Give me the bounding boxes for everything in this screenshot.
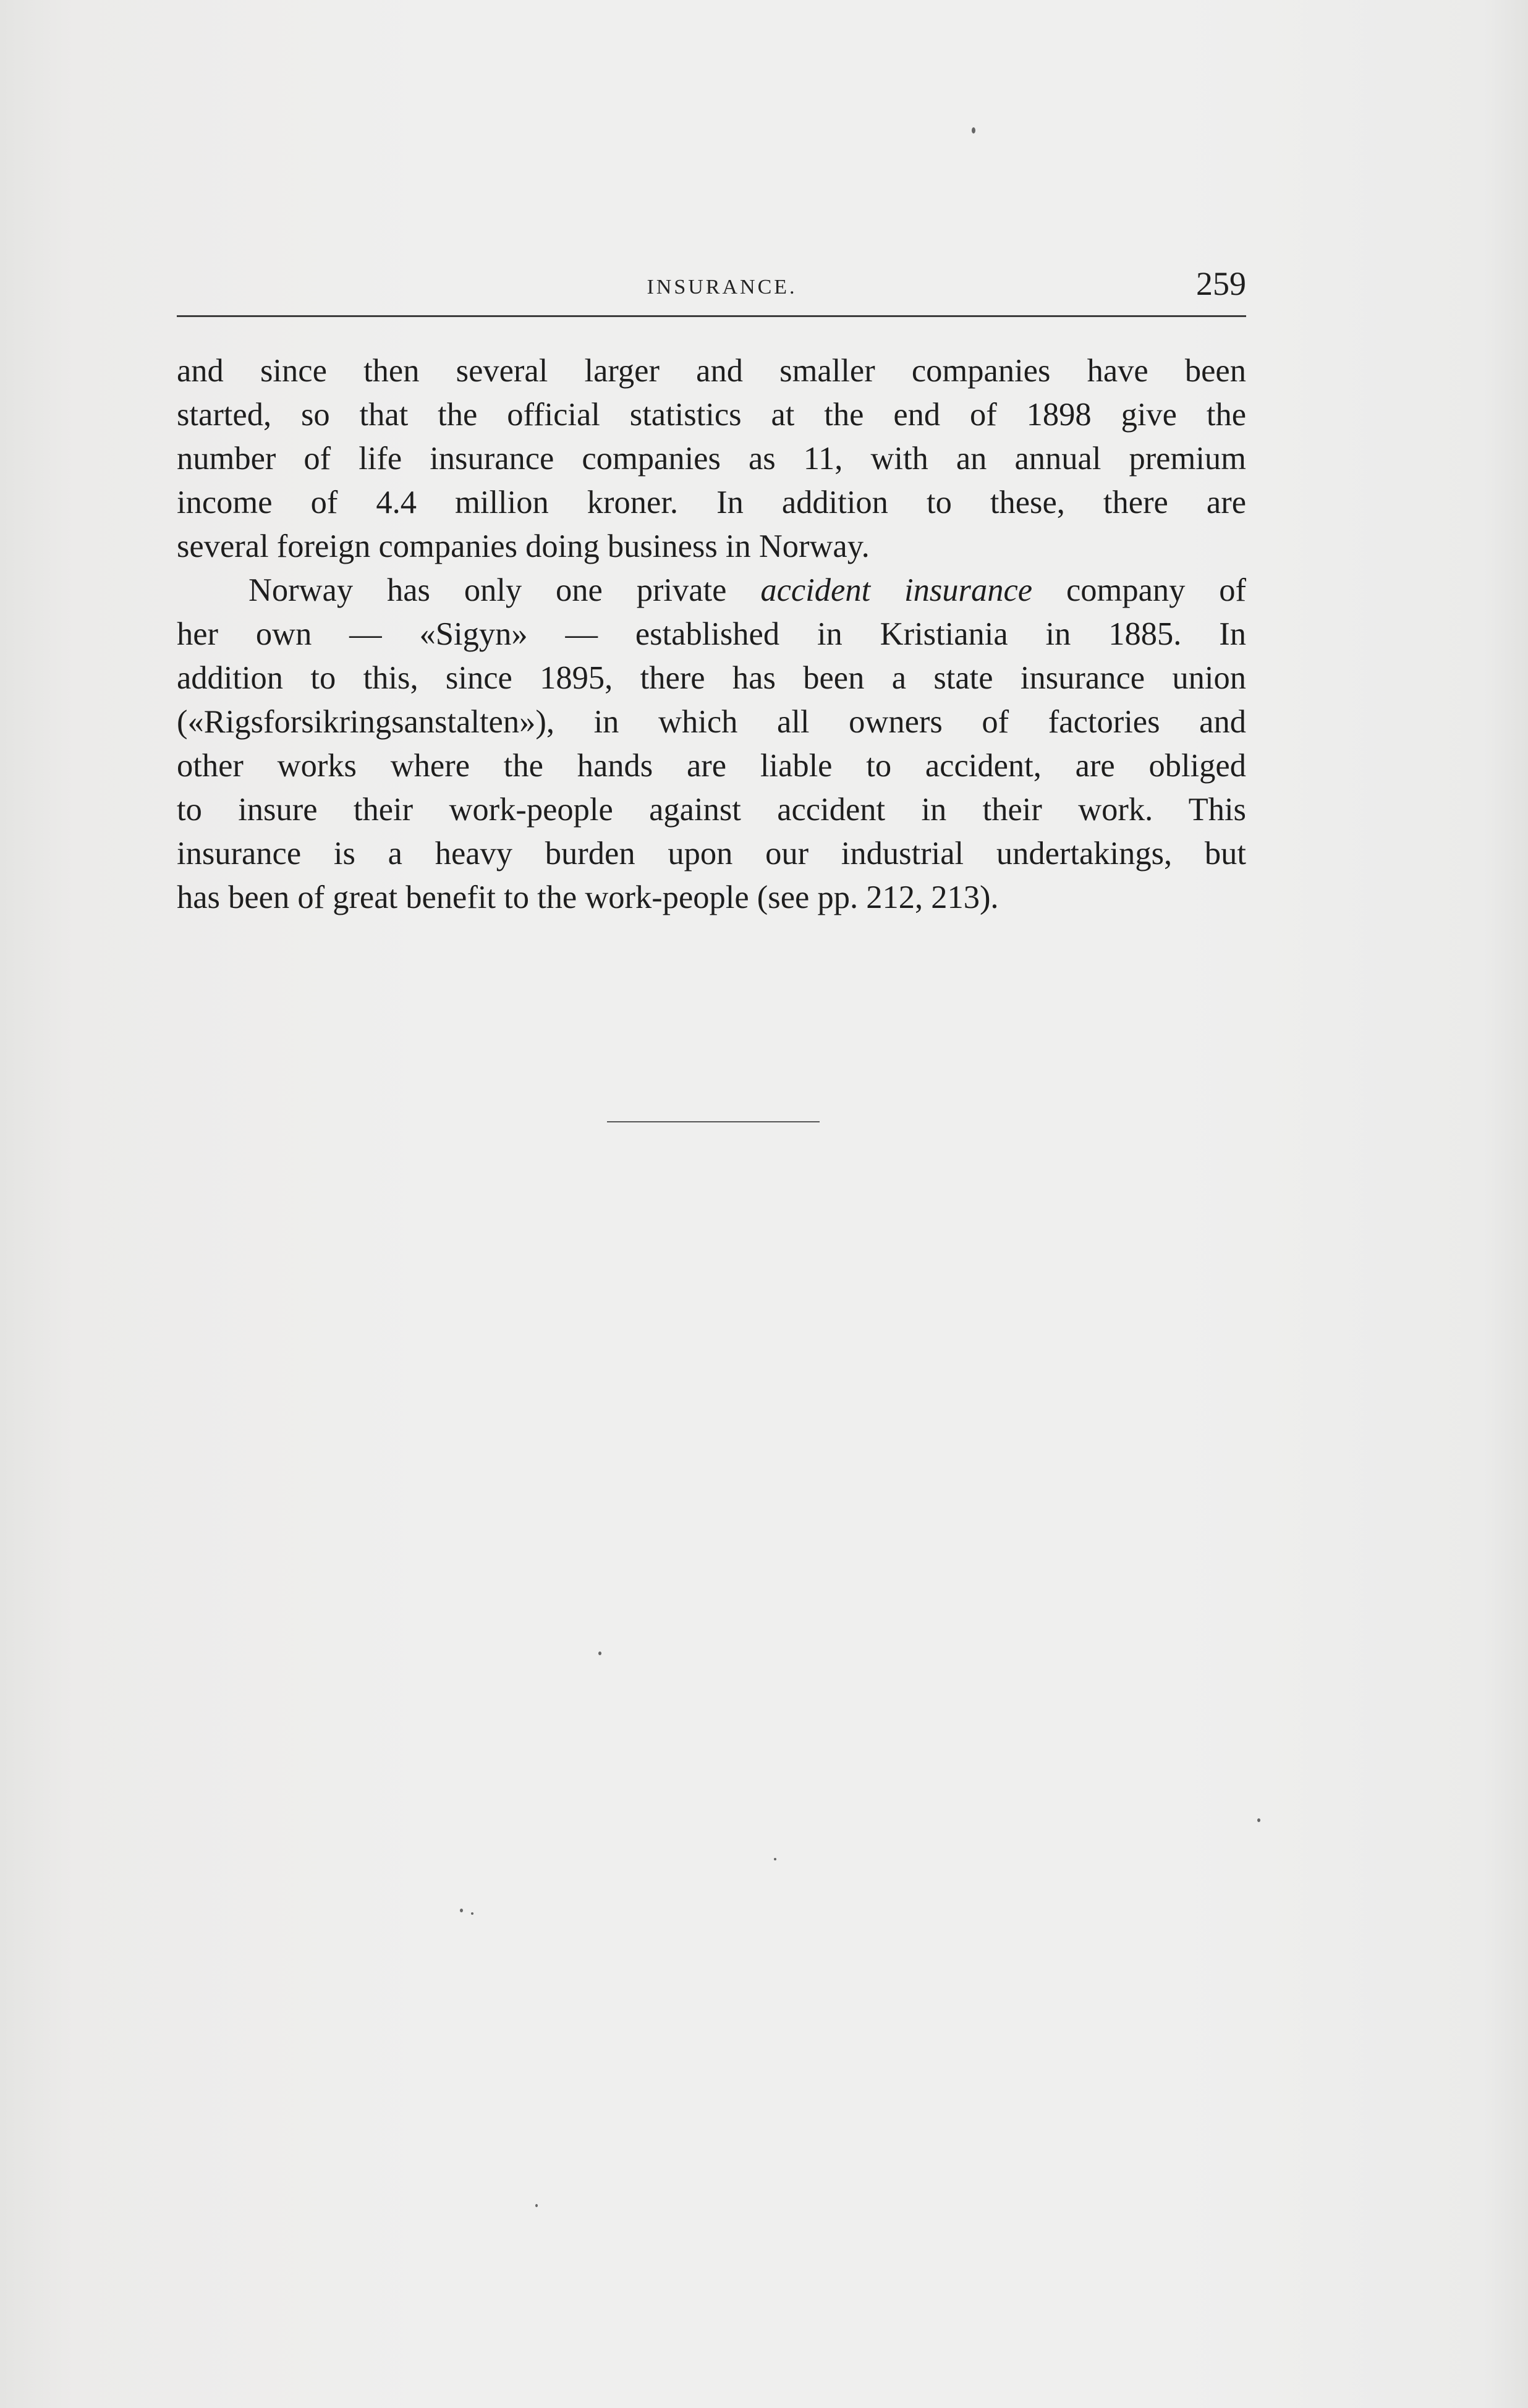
section-end-rule [607,1121,820,1122]
text-line [177,569,1246,613]
paragraph-1 [177,349,1246,569]
paper-speck [460,1909,463,1912]
text-line: insurance is a heavy burden upon our industrial undertakings, but [177,836,1246,871]
text-line: to insure their work-people against accident in their work. This [177,792,1246,828]
text-line: other works where the hands are liable to accident, are obliged [177,748,1246,784]
paper-speck [598,1651,601,1655]
page-header [177,260,1246,315]
body-text [177,349,1246,920]
text-line: her own — «Sigyn» — established in Kristiania in 1885. In [177,616,1246,652]
paper-speck [972,127,975,134]
text-line: («Rigsforsikringsanstalten»), in which all owners of factories and [177,704,1246,740]
paragraph-2 [177,569,1246,920]
text-line: addition to this, since 1895, there has been a state insurance union [177,660,1246,696]
paper-speck [535,2204,538,2207]
text-line: several foreign companies doing business in Norway. [177,528,870,564]
text-line: started, so that the official statistics at the end of 1898 give the [177,397,1246,433]
italic-phrase: accident insurance [760,572,1033,608]
paper-speck [1257,1818,1260,1822]
header-rule [177,315,1246,317]
text-segment: Norway has only one private [248,572,761,608]
running-title: INSURANCE. [647,276,797,299]
paper-speck [471,1912,473,1915]
text-line: has been of great benefit to the work-people (see pp. 212, 213). [177,880,999,915]
text-line: and since then several larger and smaller companies have been [177,353,1246,389]
page-number: 259 [1196,265,1246,302]
text-line: number of life insurance companies as 11, with an annual premium [177,441,1246,477]
paper-speck [774,1858,776,1860]
text-line: income of 4.4 million kroner. In addition to these, there are [177,485,1246,520]
text-segment: company of [1032,572,1246,608]
